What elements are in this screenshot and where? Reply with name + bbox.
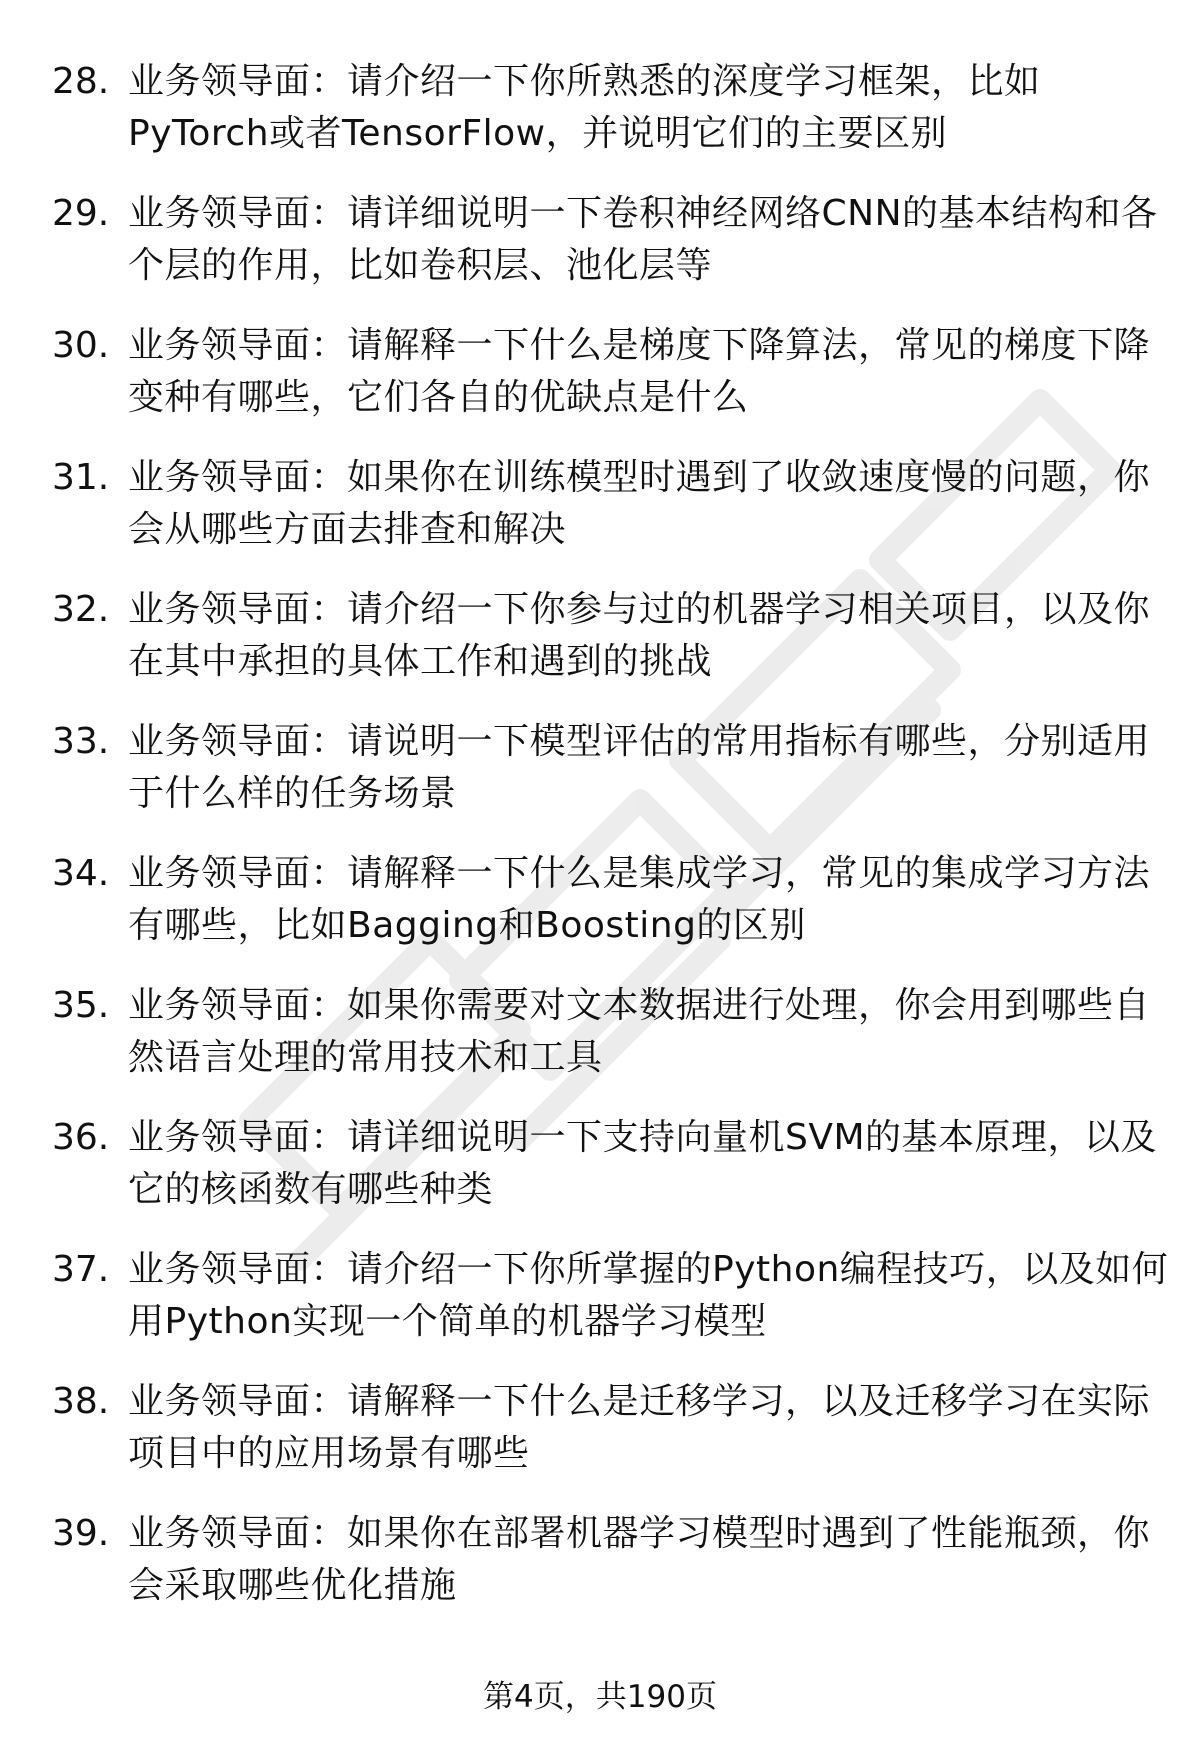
question-line: 用Python实现一个简单的机器学习模型 — [128, 1301, 767, 1342]
question-line: 于什么样的任务场景 — [128, 773, 457, 814]
question-number: 35. — [52, 985, 110, 1026]
list-item — [52, 56, 1162, 188]
question-number: 28. — [52, 61, 110, 102]
question-line: 业务领导面：请介绍一下你所掌握的Python编程技巧，以及如何 — [128, 1249, 1169, 1290]
list-item — [52, 1244, 1169, 1376]
question-line: 会采取哪些优化措施 — [128, 1565, 457, 1606]
question-number: 38. — [52, 1381, 110, 1422]
question-number: 33. — [52, 721, 110, 762]
question-line: 业务领导面：请说明一下模型评估的常用指标有哪些，分别适用 — [128, 721, 1151, 762]
question-text — [128, 1508, 1162, 1612]
question-line: 变种有哪些，它们各自的优缺点是什么 — [128, 377, 749, 418]
list-item — [52, 320, 1162, 452]
question-line: 会从哪些方面去排查和解决 — [128, 509, 567, 550]
question-text — [128, 584, 1162, 688]
question-number: 29. — [52, 193, 110, 234]
list-item — [52, 1376, 1162, 1508]
question-text — [128, 452, 1162, 556]
question-line: 业务领导面：请解释一下什么是梯度下降算法，常见的梯度下降 — [128, 325, 1151, 366]
question-line: 业务领导面：如果你需要对文本数据进行处理，你会用到哪些自 — [128, 985, 1151, 1026]
question-line: 业务领导面：请解释一下什么是集成学习，常见的集成学习方法 — [128, 853, 1151, 894]
question-line: 在其中承担的具体工作和遇到的挑战 — [128, 641, 713, 682]
question-text — [128, 56, 1162, 160]
question-line: 业务领导面：请详细说明一下支持向量机SVM的基本原理，以及 — [128, 1117, 1158, 1158]
question-line: 业务领导面：如果你在训练模型时遇到了收敛速度慢的问题，你 — [128, 457, 1151, 498]
list-item — [52, 848, 1162, 980]
question-list — [52, 56, 1169, 1640]
list-item — [52, 980, 1162, 1112]
question-number: 37. — [52, 1249, 110, 1290]
question-line: 然语言处理的常用技术和工具 — [128, 1037, 603, 1078]
list-item — [52, 188, 1162, 320]
question-text — [128, 1112, 1162, 1216]
question-line: 有哪些，比如Bagging和Boosting的区别 — [128, 905, 806, 946]
question-number: 31. — [52, 457, 110, 498]
question-text — [128, 188, 1162, 292]
question-line: 业务领导面：请介绍一下你参与过的机器学习相关项目，以及你 — [128, 589, 1151, 630]
question-number: 30. — [52, 325, 110, 366]
question-text — [128, 980, 1162, 1084]
question-number: 32. — [52, 589, 110, 630]
question-text — [128, 1244, 1168, 1348]
page-footer: 第4页，共190页 — [483, 1679, 717, 1715]
question-text — [128, 716, 1162, 820]
question-line: 业务领导面：请详细说明一下卷积神经网络CNN的基本结构和各 — [128, 193, 1158, 234]
question-line: 业务领导面：请介绍一下你所熟悉的深度学习框架，比如 — [128, 61, 1041, 102]
question-text — [128, 1376, 1162, 1480]
question-line: 业务领导面：如果你在部署机器学习模型时遇到了性能瓶颈，你 — [128, 1513, 1151, 1554]
list-item — [52, 716, 1162, 848]
question-line: 项目中的应用场景有哪些 — [128, 1433, 530, 1474]
question-line: 个层的作用，比如卷积层、池化层等 — [128, 245, 713, 286]
question-text — [128, 320, 1162, 424]
question-line: PyTorch或者TensorFlow，并说明它们的主要区别 — [128, 113, 948, 154]
question-line: 业务领导面：请解释一下什么是迁移学习，以及迁移学习在实际 — [128, 1381, 1151, 1422]
question-text — [128, 848, 1162, 952]
list-item — [52, 452, 1162, 584]
list-item — [52, 1112, 1162, 1244]
question-number: 36. — [52, 1117, 110, 1158]
question-line: 它的核函数有哪些种类 — [128, 1169, 494, 1210]
question-number: 34. — [52, 853, 110, 894]
list-item — [52, 1508, 1162, 1640]
question-number: 39. — [52, 1513, 110, 1554]
list-item — [52, 584, 1162, 716]
